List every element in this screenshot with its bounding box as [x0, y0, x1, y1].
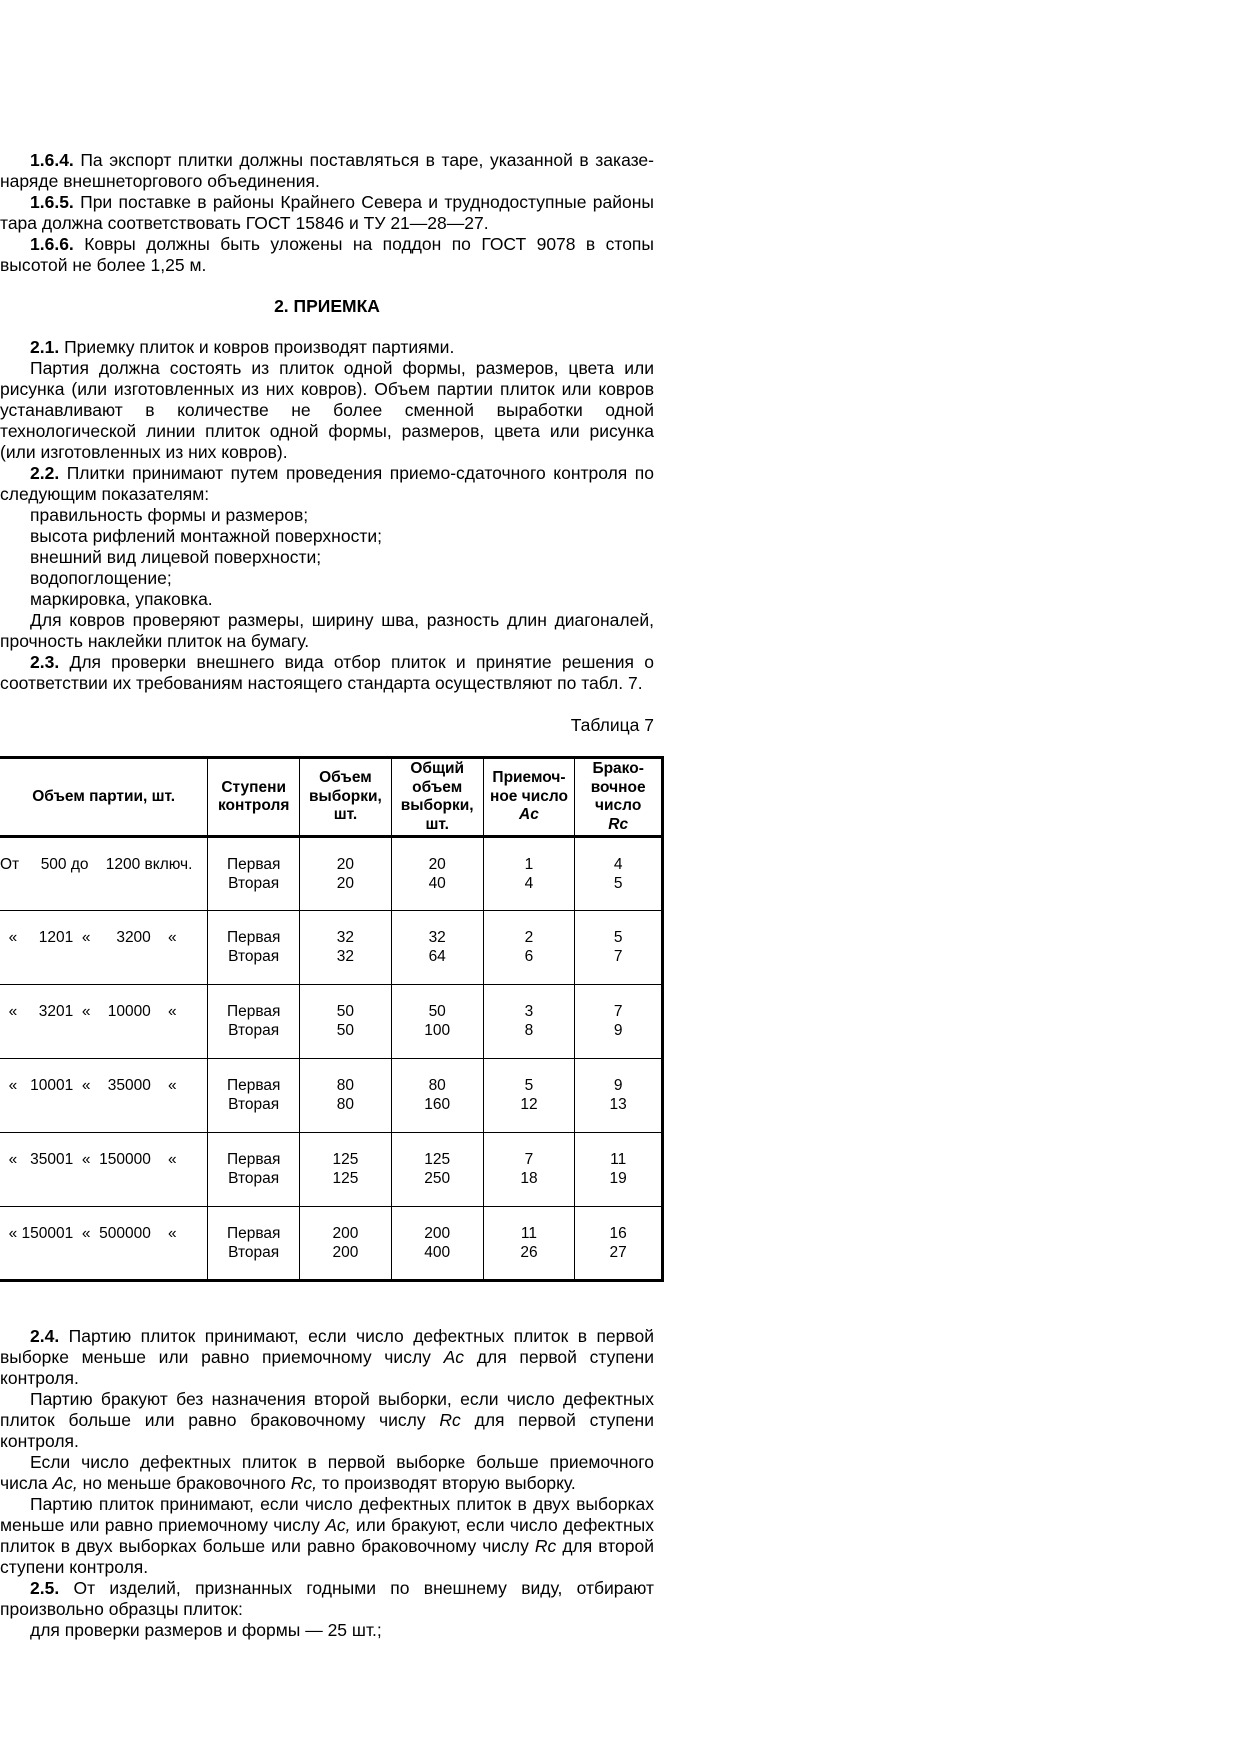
- clause-2-1: 2.1. Приемку плиток и ковров производят партиями.: [30, 337, 455, 357]
- total-sample: 200 400: [391, 1207, 483, 1281]
- total-sample: 20 40: [391, 837, 483, 911]
- clause-2-2: 2.2. Плитки принимают путем проведения приемо-сдаточного контроля по следующим показателям:: [0, 463, 654, 504]
- total-sample: 50 100: [391, 985, 483, 1059]
- clause-2-4-second-sample: Если число дефектных плиток в первой выборке больше приемочного числа Ac, но меньше браковочного Rc, то производят вторую выборку.: [0, 1452, 654, 1493]
- sample-size: 200 200: [300, 1207, 392, 1281]
- lot-range: От 500 до 1200 включ.: [0, 837, 208, 911]
- clause-1-6-5: 1.6.5. При поставке в районы Крайнего Севера и труднодоступные районы тара должна соответствовать ГОСТ 15846 и ТУ 21—28—27.: [0, 192, 654, 233]
- clause-2-4: 2.4. Партию плиток принимают, если число дефектных плиток в первой выборке меньше или равно приемочному числу Ac для первой ступени контроля.: [0, 1326, 654, 1388]
- lot-range: « 150001 « 500000 «: [0, 1207, 208, 1281]
- clause-2-2-paragraph: Для ковров проверяют размеры, ширину шва, разность длин диагоналей, прочность наклейки плиток на бумагу.: [0, 610, 654, 651]
- rejection-number: 5 7: [575, 911, 663, 985]
- table-header-row: [0, 758, 663, 837]
- header-sample-size: Объем выборки, шт.: [300, 758, 392, 837]
- control-stage: Первая Вторая: [208, 985, 300, 1059]
- rejection-number: 11 19: [575, 1133, 663, 1207]
- lot-range: « 3201 « 10000 «: [0, 985, 208, 1059]
- clause-2-4-two-samples: Партию плиток принимают, если число дефектных плиток в двух выборках меньше или равно приемочному числу Ac, или бракуют, если число дефектных плиток в двух выборках больше или равно браковочному числу Rc для второй ступени контроля.: [0, 1494, 655, 1577]
- table-row: [0, 837, 663, 911]
- clause-1-6-4: 1.6.4. Па экспорт плитки должны поставляться в таре, указанной в заказе-наряде внешнеторгового объединения.: [0, 150, 654, 191]
- rejection-number: 4 5: [575, 837, 663, 911]
- acceptance-number: 3 8: [483, 985, 575, 1059]
- control-stage: Первая Вторая: [208, 1207, 300, 1281]
- header-rejection-number: Брако- вочное число Rc: [575, 758, 663, 837]
- list-item: водопоглощение;: [30, 568, 172, 588]
- list-item: высота рифлений монтажной поверхности;: [30, 526, 382, 546]
- acceptance-number: 2 6: [483, 911, 575, 985]
- acceptance-number: 11 26: [483, 1207, 575, 1281]
- sample-size: 80 80: [300, 1059, 392, 1133]
- list-item: для проверки размеров и формы — 25 шт.;: [30, 1620, 382, 1640]
- list-item: правильность формы и размеров;: [30, 505, 309, 525]
- control-stage: Первая Вторая: [208, 911, 300, 985]
- document-page: [0, 150, 654, 1641]
- lot-range: « 1201 « 3200 «: [0, 911, 208, 985]
- clause-2-3: 2.3. Для проверки внешнего вида отбор плиток и принятие решения о соответствии их требованиям настоящего стандарта осуществляют по табл. 7.: [0, 652, 654, 693]
- control-stage: Первая Вторая: [208, 837, 300, 911]
- acceptance-number: 1 4: [483, 837, 575, 911]
- rejection-number: 9 13: [575, 1059, 663, 1133]
- total-sample: 32 64: [391, 911, 483, 985]
- acceptance-number: 7 18: [483, 1133, 575, 1207]
- list-item: маркировка, упаковка.: [30, 589, 213, 609]
- control-stage: Первая Вторая: [208, 1059, 300, 1133]
- header-acceptance-number: Приемоч- ное число Ac: [483, 758, 575, 837]
- lot-range: « 10001 « 35000 «: [0, 1059, 208, 1133]
- post-table-text: [0, 1326, 654, 1641]
- lot-range: « 35001 « 150000 «: [0, 1133, 208, 1207]
- acceptance-number: 5 12: [483, 1059, 575, 1133]
- table-row: [0, 911, 663, 985]
- control-stage: Первая Вторая: [208, 1133, 300, 1207]
- rejection-number: 16 27: [575, 1207, 663, 1281]
- header-total-sample: Общий объем выборки, шт.: [391, 758, 483, 837]
- clause-2-4-reject: Партию бракуют без назначения второй выборки, если число дефектных плиток больше или равно браковочному числу Rc для первой ступени контроля.: [0, 1389, 654, 1451]
- sample-size: 50 50: [300, 985, 392, 1059]
- list-item: внешний вид лицевой поверхности;: [30, 547, 322, 567]
- sample-size: 125 125: [300, 1133, 392, 1207]
- clause-2-5: 2.5. От изделий, признанных годными по внешнему виду, отбирают произвольно образцы плиток:: [0, 1578, 654, 1619]
- section-heading: 2. ПРИЕМКА: [274, 296, 380, 316]
- table-row: [0, 1207, 663, 1281]
- header-control-stage: Ступени контроля: [208, 758, 300, 837]
- rejection-number: 7 9: [575, 985, 663, 1059]
- header-lot-size: Объем партии, шт.: [0, 758, 208, 837]
- table-7: [0, 756, 664, 1282]
- table-row: [0, 1133, 663, 1207]
- total-sample: 125 250: [391, 1133, 483, 1207]
- sample-size: 20 20: [300, 837, 392, 911]
- sample-size: 32 32: [300, 911, 392, 985]
- total-sample: 80 160: [391, 1059, 483, 1133]
- table-row: [0, 985, 663, 1059]
- table-caption: Таблица 7: [570, 715, 654, 735]
- clause-2-1-paragraph: Партия должна состоять из плиток одной формы, размеров, цвета или рисунка (или изготовленных из них ковров). Объем партии плиток или ковров устанавливают в количестве не более сменной выработки одной технологической линии плиток одной формы, размеров, цвета или рисунка (или изготовленных из них ковров).: [0, 358, 654, 462]
- clause-1-6-6: 1.6.6. Ковры должны быть уложены на поддон по ГОСТ 9078 в стопы высотой не более 1,25 м.: [0, 234, 654, 275]
- table-row: [0, 1059, 663, 1133]
